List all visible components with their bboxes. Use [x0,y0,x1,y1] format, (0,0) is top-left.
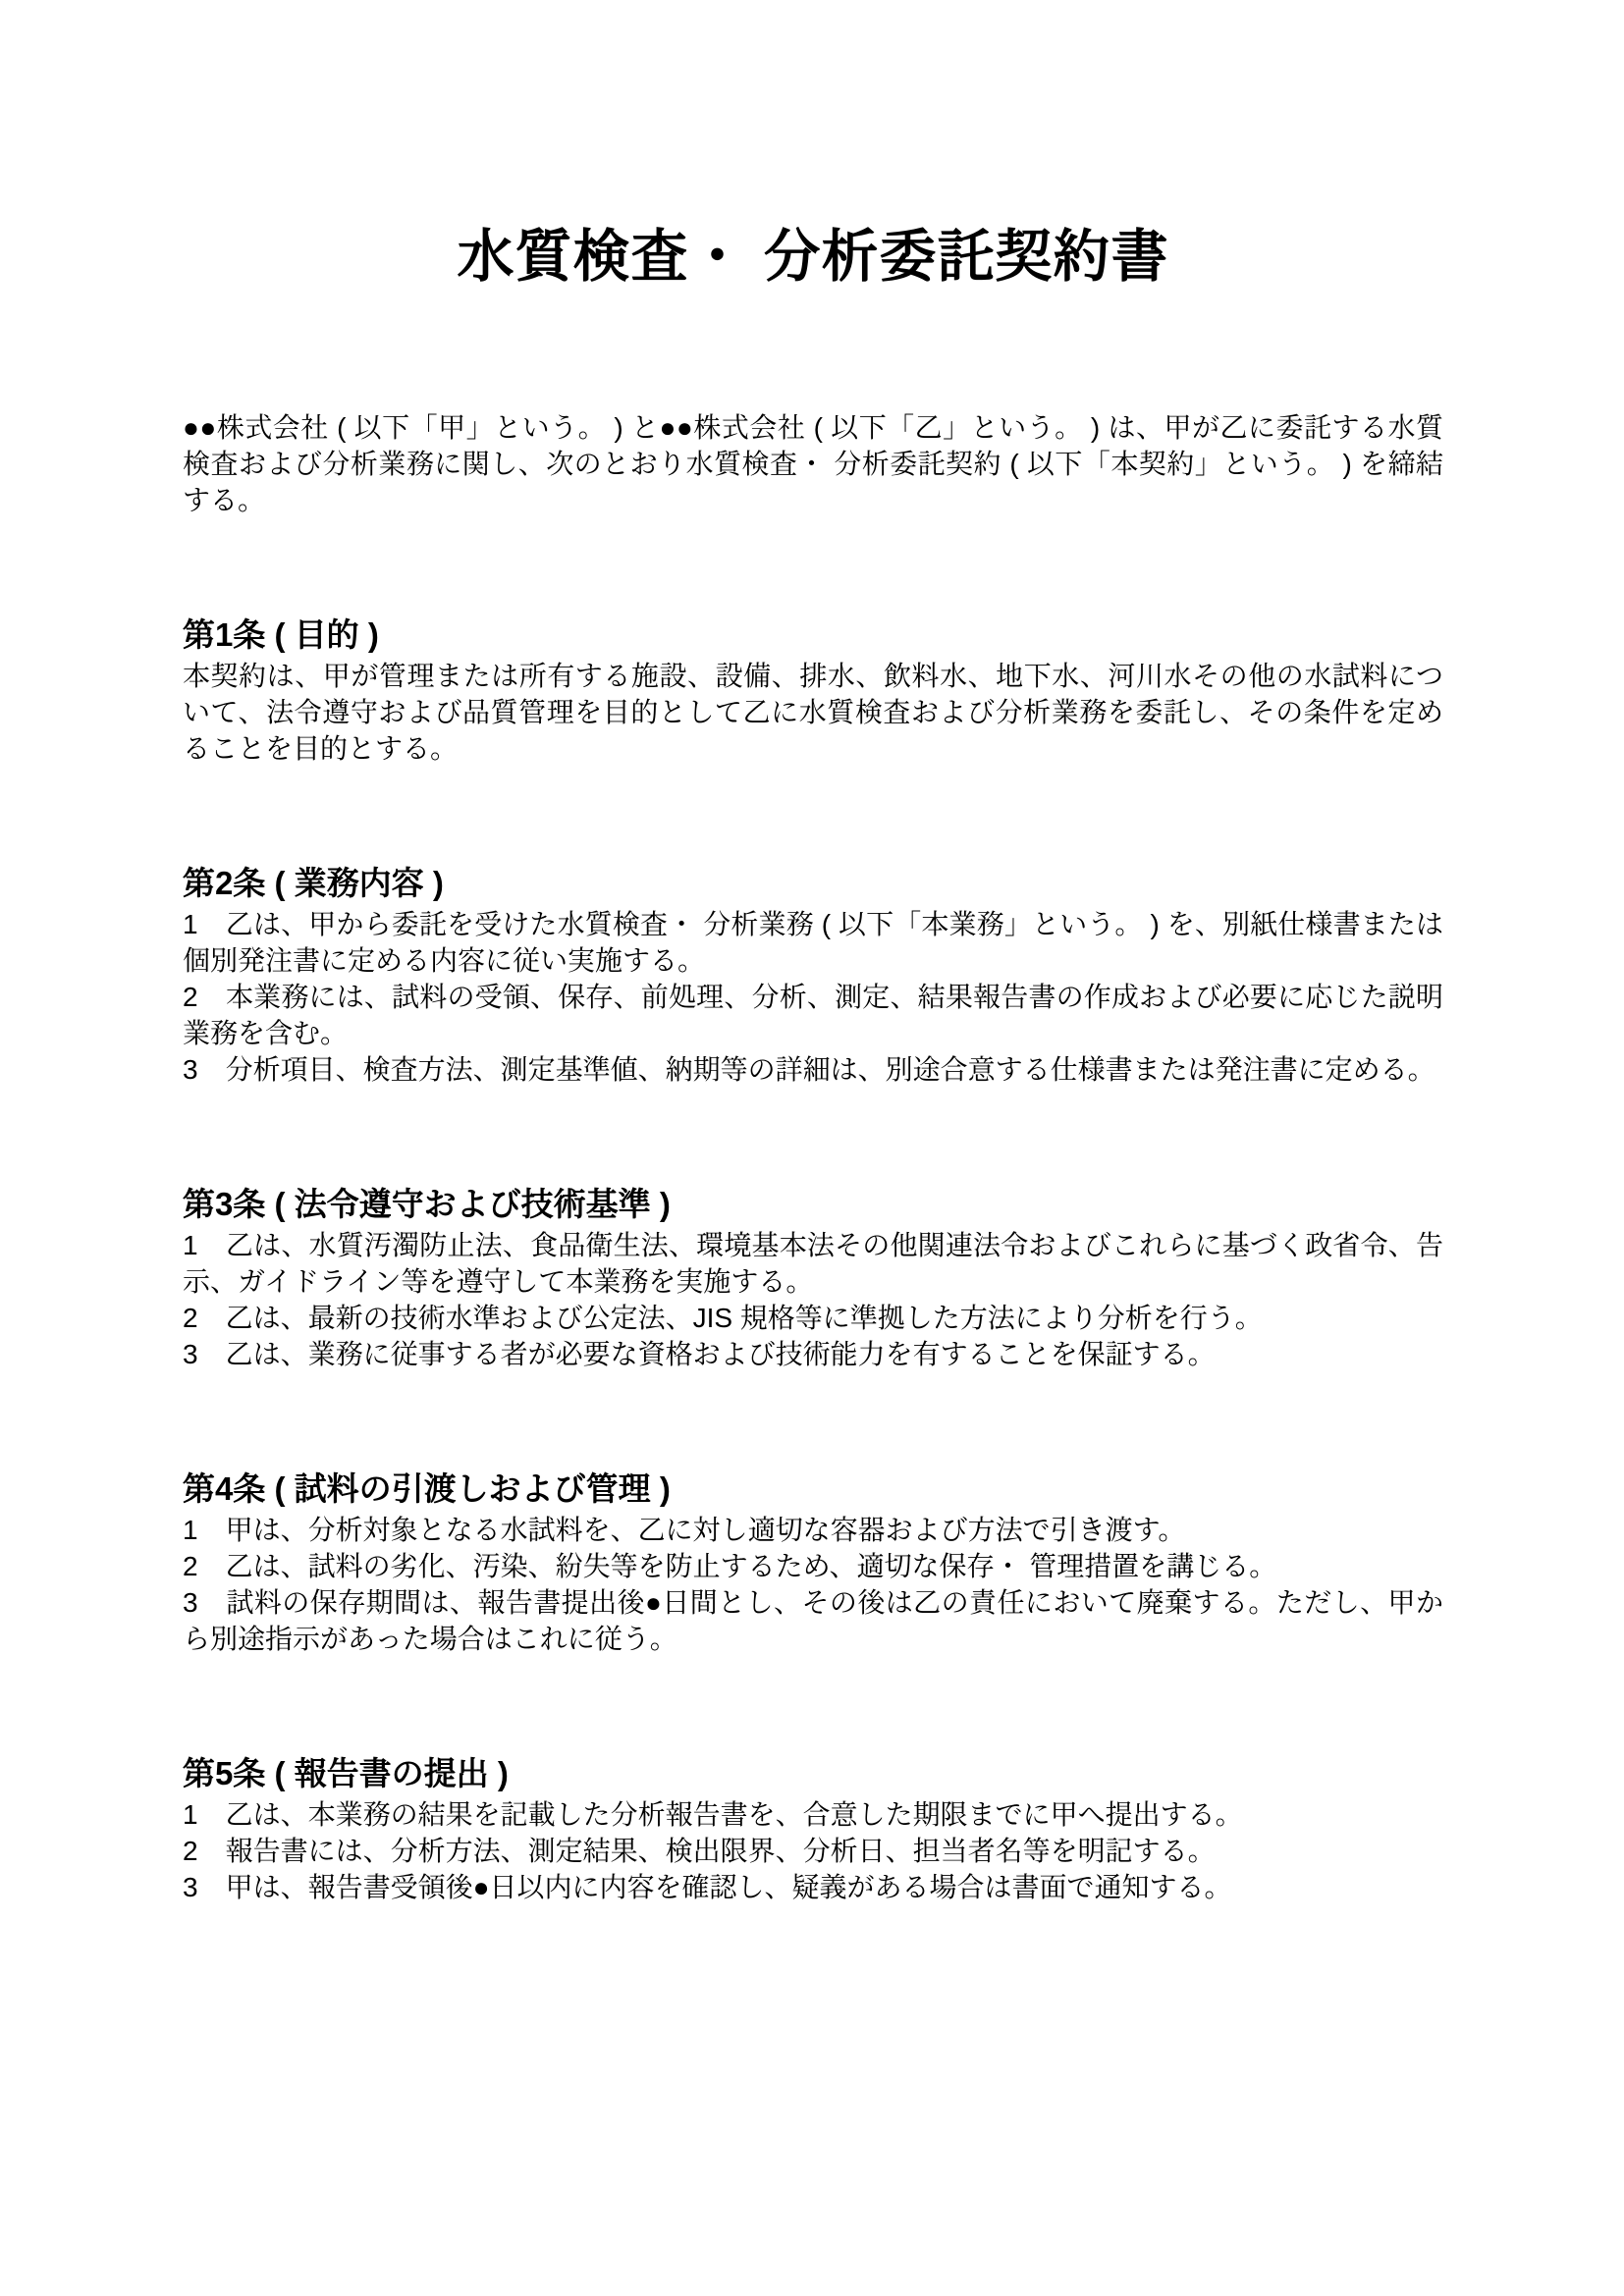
preamble-paragraph: ●●株式会社 ( 以下「甲」という。 ) と●●株式会社 ( 以下「乙」という。 ) は、甲が乙に委託する水質検査および分析業務に関し、次のとおり水質検査・ 分析委託契約 ( 以下「本契約」という。 ) を締結する。 [183,412,1443,515]
document-title: 水質検査・ 分析委託契約書 [457,225,1169,289]
article-2-heading: 第2条 ( 業務内容 ) [183,865,444,901]
article-4 [183,1467,1443,1657]
article-4-heading: 第4条 ( 試料の引渡しおよび管理 ) [183,1470,671,1507]
article-3-heading: 第3条 ( 法令遵守および技術基準 ) [183,1186,671,1222]
article-1-body: 本契約は、甲が管理または所有する施設、設備、排水、飲料水、地下水、河川水その他の水試料について、法令遵守および品質管理を目的として乙に水質検査および分析業務を委託し、その条件を定めることを目的とする。 [183,661,1443,764]
article-5-item-2: 2 報告書には、分析方法、測定結果、検出限界、分析日、担当者名等を明記する。 [183,1836,1216,1866]
article-4-item-1: 1 甲は、分析対象となる水試料を、乙に対し適切な容器および方法で引き渡す。 [183,1515,1186,1545]
article-1-heading: 第1条 ( 目的 ) [183,616,379,653]
article-5 [183,1751,1443,1905]
article-2-item-3: 3 分析項目、検査方法、測定基準値、納期等の詳細は、別途合意する仕様書または発注書に定める。 [183,1054,1435,1085]
article-5-heading: 第5条 ( 報告書の提出 ) [183,1755,509,1791]
article-3-item-3: 3 乙は、業務に従事する者が必要な資格および技術能力を有することを保証する。 [183,1339,1216,1369]
article-2 [183,861,1443,1088]
article-2-item-1: 1 乙は、甲から委託を受けた水質検査・ 分析業務 ( 以下「本業務」という。 ) を、別紙仕様書または個別発注書に定める内容に従い実施する。 [183,909,1443,976]
article-4-item-3: 3 試料の保存期間は、報告書提出後●日間とし、その後は乙の責任において廃棄する。ただし、甲から別途指示があった場合はこれに従う。 [183,1587,1443,1654]
article-5-item-3: 3 甲は、報告書受領後●日以内に内容を確認し、疑義がある場合は書面で通知する。 [183,1872,1232,1902]
article-1 [183,613,1443,767]
article-3-item-1: 1 乙は、水質汚濁防止法、食品衛生法、環境基本法その他関連法令およびこれらに基づく政省令、告示、ガイドライン等を遵守して本業務を実施する。 [183,1230,1443,1297]
article-2-item-2: 2 本業務には、試料の受領、保存、前処理、分析、測定、結果報告書の作成および必要に応じた説明業務を含む。 [183,982,1443,1048]
article-3-item-2: 2 乙は、最新の技術水準および公定法、JIS 規格等に準拠した方法により分析を行う。 [183,1303,1263,1333]
article-3 [183,1182,1443,1372]
article-5-item-1: 1 乙は、本業務の結果を記載した分析報告書を、合意した期限までに甲へ提出する。 [183,1799,1243,1830]
article-4-item-2: 2 乙は、試料の劣化、汚染、紛失等を防止するため、適切な保存・ 管理措置を講じる。 [183,1551,1277,1581]
